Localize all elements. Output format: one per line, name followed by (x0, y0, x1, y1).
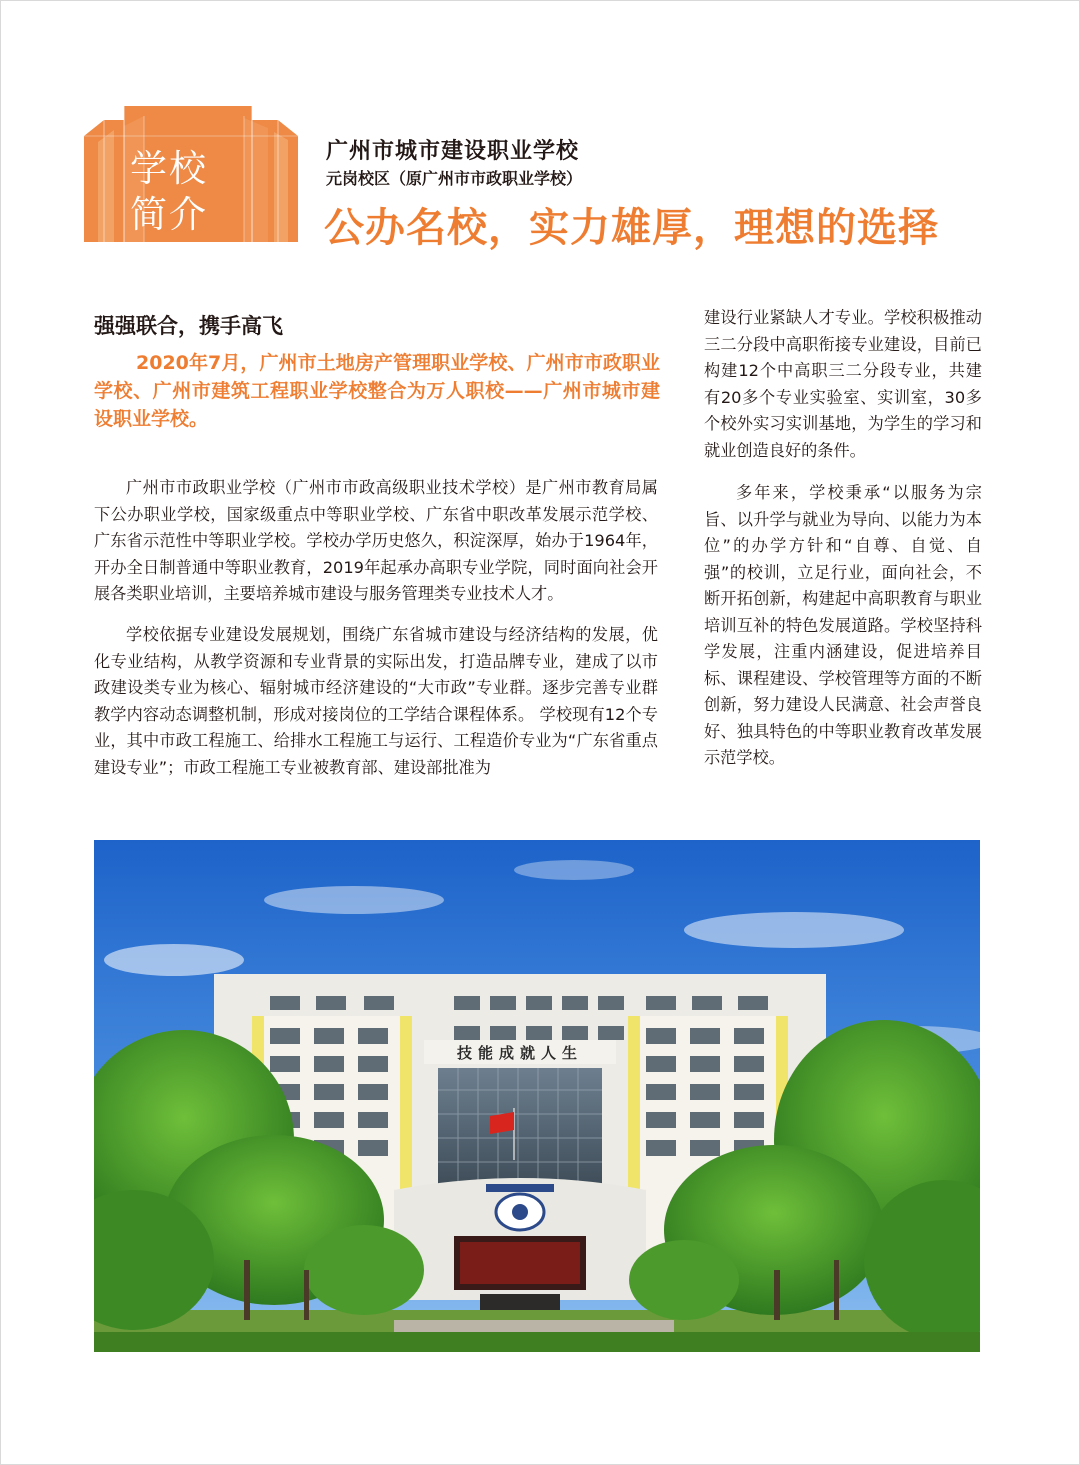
campus-photo (94, 840, 980, 1352)
badge-line-2: 简介 (130, 193, 208, 236)
highlight-paragraph: 2020年7月，广州市土地房产管理职业学校、广州市市政职业学校、广州市建筑工程职业学校整合为万人职校——广州市城市建设职业学校。 (94, 352, 660, 430)
section-title: 强强联合，携手高飞 (94, 314, 283, 338)
school-name: 广州市城市建设职业学校 (326, 139, 580, 164)
badge-title (130, 146, 240, 238)
right-paragraph-2: 多年来，学校秉承“以服务为宗旨、以升学与就业为导向、以能力为本位”的办学方针和“自尊、自觉、自强”的校训，立足行业，面向社会，不断开拓创新，构建起中高职教育与职业培训互补的特色发展道路。学校坚持科学发展，注重内涵建设，促进培养目标、课程建设、学校管理等方面的不断创新，努力建设人民满意、社会声誉良好、独具特色的中等职业教育改革发展示范学校。 (704, 483, 982, 767)
left-paragraph-1: 广州市市政职业学校（广州市市政高级职业技术学校）是广州市教育局属下公办职业学校，国家级重点中等职业学校、广东省中职改革发展示范学校、广东省示范性中等职业学校。学校办学历史悠久，积淀深厚，始办于1964年，开办全日制普通中等职业教育，2019年起承办高职专业学院，同时面向社会开展各类职业培训，主要培养城市建设与服务管理类专业技术人才。 (94, 478, 658, 603)
right-paragraph-1: 建设行业紧缺人才专业。学校积极推动三二分段中高职衔接专业建设，目前已构建12个中高职三二分段专业，共建有20多个专业实验室、实训室，30多个校外实习实训基地，为学生的学习和就业创造良好的条件。 (704, 308, 982, 460)
slogan-heading: 公办名校，实力雄厚，理想的选择 (324, 205, 939, 251)
campus-name: 元岗校区（原广州市市政职业学校） (326, 169, 583, 188)
campus-building-illustration (94, 840, 980, 1352)
building-sign-text: 技能成就人生 (456, 1044, 584, 1062)
left-paragraph-2: 学校依据专业建设发展规划，围绕广东省城市建设与经济结构的发展，优化专业结构，从教学资源和专业背景的实际出发，打造品牌专业，建成了以市政建设类专业为核心、辐射城市经济建设的“大市政”专业群。逐步完善专业群教学内容动态调整机制，形成对接岗位的工学结合课程体系。 学校现有12个专业，其中市政工程施工、给排水工程施工与运行、工程造价专业为“广东省重点建设专业”；市政工程施工专业被教育部、建设部批准为 (94, 625, 658, 777)
badge-line-1: 学校 (130, 147, 208, 190)
